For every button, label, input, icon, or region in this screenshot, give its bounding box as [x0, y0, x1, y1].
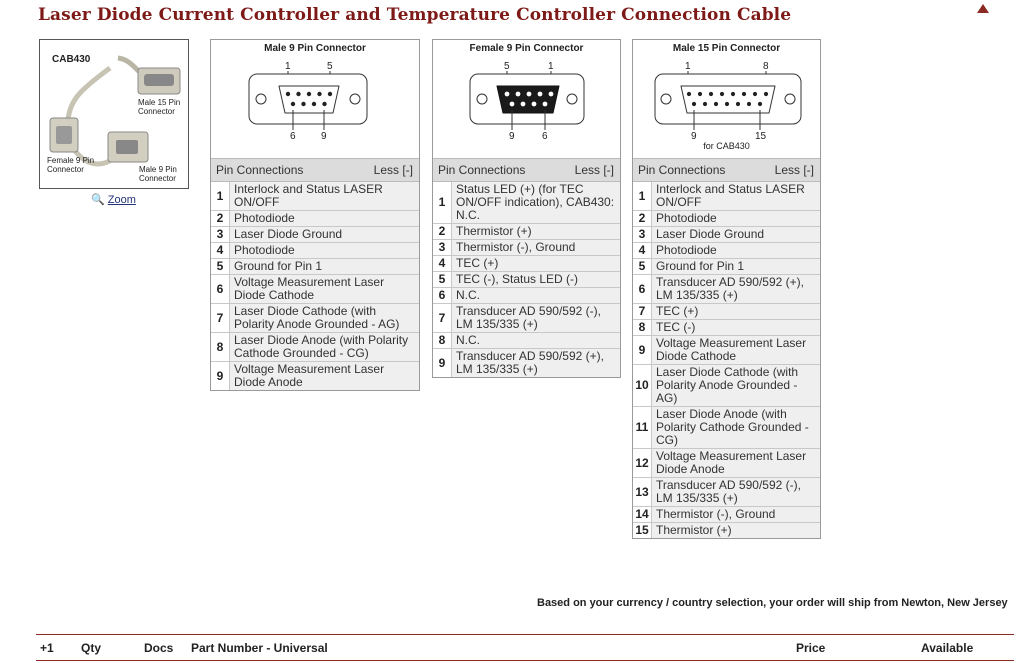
thumbnail-label-female9: Female 9 Pin Connector [47, 156, 95, 174]
connector-diagram [633, 40, 820, 159]
pin-number: 10 [633, 365, 652, 407]
zoom-label: Zoom [107, 194, 136, 206]
back-to-top-icon[interactable] [977, 4, 989, 13]
col-header-docs: Docs [144, 641, 174, 655]
pin-row [211, 333, 419, 362]
pin-connections-label: Pin Connections [216, 163, 304, 177]
col-header-qty: Qty [81, 641, 102, 655]
pin-number: 7 [433, 304, 452, 333]
pin-number: 2 [633, 211, 652, 227]
pin-description: Transducer AD 590/592 (+), LM 135/335 (+) [652, 275, 821, 304]
pin-number: 8 [433, 333, 452, 349]
thumbnail-code: CAB430 [52, 54, 91, 65]
less-toggle[interactable]: Less [-] [774, 163, 814, 177]
svg-text:1: 1 [685, 61, 691, 72]
pin-description: N.C. [452, 288, 621, 304]
pin-number: 4 [633, 243, 652, 259]
svg-text:6: 6 [290, 131, 296, 142]
pin-description: TEC (-) [652, 320, 821, 336]
pin-row [433, 333, 620, 349]
pin-number: 13 [633, 478, 652, 507]
pin-row [211, 211, 419, 227]
pin-row [211, 275, 419, 304]
pin-number: 11 [633, 407, 652, 449]
svg-text:9: 9 [691, 131, 697, 142]
pin-number: 8 [211, 333, 230, 362]
pin-row [633, 507, 820, 523]
pin-description: Thermistor (+) [452, 224, 621, 240]
pin-row [211, 304, 419, 333]
pin-description: Laser Diode Anode (with Polarity Cathode Grounded - CG) [652, 407, 821, 449]
less-toggle[interactable]: Less [-] [373, 163, 413, 177]
pin-row [211, 362, 419, 391]
pin-row [633, 478, 820, 507]
connector-title: Male 9 Pin Connector [264, 43, 366, 54]
pin-row [211, 182, 419, 211]
pin-description: Voltage Measurement Laser Diode Anode [230, 362, 420, 391]
svg-text:1: 1 [548, 61, 554, 72]
col-header-plus1: +1 [40, 641, 54, 655]
svg-text:5: 5 [327, 61, 333, 72]
pin-description: Laser Diode Anode (with Polarity Cathode Grounded - CG) [230, 333, 420, 362]
order-table-top-rule [36, 634, 1014, 635]
col-header-part-number: Part Number - Universal [191, 641, 328, 655]
svg-text:6: 6 [542, 131, 548, 142]
pin-number: 3 [211, 227, 230, 243]
pin-number: 3 [433, 240, 452, 256]
pin-row [211, 243, 419, 259]
pin-table [211, 182, 419, 390]
pin-description: Voltage Measurement Laser Diode Anode [652, 449, 821, 478]
col-header-price: Price [796, 641, 826, 655]
pin-row [633, 365, 820, 407]
pin-description: TEC (+) [652, 304, 821, 320]
pin-row [633, 227, 820, 243]
col-header-available: Available [921, 641, 974, 655]
pin-number: 9 [211, 362, 230, 391]
pin-description: TEC (+) [452, 256, 621, 272]
pin-description: Transducer AD 590/592 (-), LM 135/335 (+) [652, 478, 821, 507]
pin-row [633, 449, 820, 478]
pin-description: Laser Diode Cathode (with Polarity Anode Grounded - AG) [230, 304, 420, 333]
pin-row [433, 272, 620, 288]
pin-description: Voltage Measurement Laser Diode Cathode [230, 275, 420, 304]
pin-description: Interlock and Status LASER ON/OFF [652, 182, 821, 211]
pin-connections-label: Pin Connections [638, 163, 726, 177]
pin-row [633, 523, 820, 539]
pin-number: 12 [633, 449, 652, 478]
pin-number: 5 [633, 259, 652, 275]
pin-row [633, 211, 820, 227]
connector-diagram [211, 40, 419, 159]
svg-text:9: 9 [509, 131, 515, 142]
pin-number: 6 [211, 275, 230, 304]
pin-number: 5 [211, 259, 230, 275]
pin-number: 6 [633, 275, 652, 304]
pin-description: Ground for Pin 1 [652, 259, 821, 275]
order-table-bottom-rule [36, 660, 1014, 661]
pin-number: 15 [633, 523, 652, 539]
pin-row [433, 349, 620, 378]
pin-description: Ground for Pin 1 [230, 259, 420, 275]
pin-number: 4 [433, 256, 452, 272]
pin-row [211, 259, 419, 275]
pin-row [633, 320, 820, 336]
pin-description: Transducer AD 590/592 (+), LM 135/335 (+) [452, 349, 621, 378]
pin-number: 1 [433, 182, 452, 224]
pin-row [433, 304, 620, 333]
pin-number: 7 [211, 304, 230, 333]
pin-description: Laser Diode Ground [230, 227, 420, 243]
pin-connections-header [433, 159, 620, 182]
pin-row [433, 224, 620, 240]
pin-description: Photodiode [230, 211, 420, 227]
thumbnail-label-male15: Male 15 Pin Connector [138, 98, 181, 116]
pin-row [633, 243, 820, 259]
pin-description: Thermistor (+) [652, 523, 821, 539]
svg-text:8: 8 [763, 61, 769, 72]
connector-title: Female 9 Pin Connector [469, 43, 584, 54]
pin-number: 8 [633, 320, 652, 336]
pin-number: 9 [433, 349, 452, 378]
pin-number: 4 [211, 243, 230, 259]
pin-description: Photodiode [230, 243, 420, 259]
pin-row [433, 288, 620, 304]
pin-row [633, 259, 820, 275]
pin-number: 5 [433, 272, 452, 288]
pin-row [211, 227, 419, 243]
pin-table [633, 182, 820, 538]
pin-panel-male9 [210, 39, 420, 391]
pin-description: Interlock and Status LASER ON/OFF [230, 182, 420, 211]
svg-text:1: 1 [285, 61, 291, 72]
pin-description: TEC (-), Status LED (-) [452, 272, 621, 288]
zoom-link[interactable] [91, 193, 136, 206]
pin-panel-male15 [632, 39, 821, 539]
pin-description: Thermistor (-), Ground [452, 240, 621, 256]
pin-number: 6 [433, 288, 452, 304]
pin-connections-label: Pin Connections [438, 163, 526, 177]
pin-row [633, 336, 820, 365]
pin-number: 14 [633, 507, 652, 523]
pin-panel-female9 [432, 39, 621, 378]
pin-number: 2 [211, 211, 230, 227]
pin-row [633, 304, 820, 320]
product-thumbnail[interactable] [39, 39, 189, 189]
pin-description: Laser Diode Ground [652, 227, 821, 243]
pin-number: 1 [633, 182, 652, 211]
pin-connections-header [211, 159, 419, 182]
pin-description: N.C. [452, 333, 621, 349]
pin-row [633, 182, 820, 211]
pin-row [633, 275, 820, 304]
svg-text:15: 15 [755, 131, 767, 142]
pin-description: Voltage Measurement Laser Diode Cathode [652, 336, 821, 365]
pin-row [633, 407, 820, 449]
connector-sub-label: for CAB430 [703, 141, 750, 151]
pin-number: 3 [633, 227, 652, 243]
pin-row [433, 240, 620, 256]
pin-description: Transducer AD 590/592 (-), LM 135/335 (+) [452, 304, 621, 333]
pin-number: 9 [633, 336, 652, 365]
svg-text:9: 9 [321, 131, 327, 142]
pin-description: Photodiode [652, 243, 821, 259]
connector-title: Male 15 Pin Connector [672, 43, 781, 54]
pin-description: Thermistor (-), Ground [652, 507, 821, 523]
pin-number: 2 [433, 224, 452, 240]
pin-description: Photodiode [652, 211, 821, 227]
pin-table [433, 182, 620, 377]
pin-description: Status LED (+) (for TEC ON/OFF indication), CAB430: N.C. [452, 182, 621, 224]
svg-text:5: 5 [504, 61, 510, 72]
magnifier-icon: 🔍 [91, 194, 105, 206]
page-title: Laser Diode Current Controller and Temperature Controller Connection Cable [38, 5, 792, 25]
pin-row [433, 182, 620, 224]
pin-number: 1 [211, 182, 230, 211]
thumbnail-label-male9: Male 9 Pin Connector [139, 165, 177, 183]
pin-description: Laser Diode Cathode (with Polarity Anode Grounded - AG) [652, 365, 821, 407]
connector-diagram [433, 40, 620, 159]
less-toggle[interactable]: Less [-] [574, 163, 614, 177]
pin-row [433, 256, 620, 272]
shipping-note: Based on your currency / country selection, your order will ship from Newton, New Jersey [537, 597, 1008, 609]
pin-number: 7 [633, 304, 652, 320]
pin-connections-header [633, 159, 820, 182]
